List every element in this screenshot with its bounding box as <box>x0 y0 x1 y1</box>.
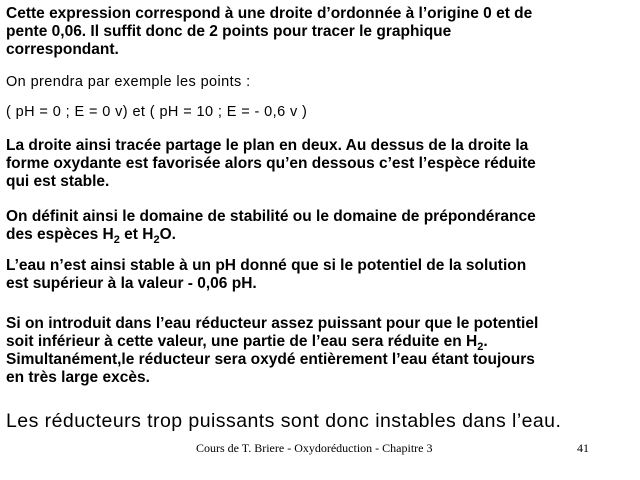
subscript: 2 <box>113 234 120 246</box>
subscript: 2 <box>153 234 160 246</box>
text-fragment: soit inférieur à cette valeur, une partie de l’eau sera réduite en H <box>6 333 478 350</box>
text-line: Si on introduit dans l’eau réducteur assez puissant pour que le potentiel <box>6 315 539 332</box>
text-line: qui est stable. <box>6 173 110 190</box>
conclusion: Les réducteurs trop puissants sont donc instables dans l’eau. <box>6 410 562 432</box>
page-number: 41 <box>577 441 589 455</box>
text-line <box>6 226 636 244</box>
text-line: en très large excès. <box>6 369 150 386</box>
paragraph-reductant <box>6 315 636 387</box>
text-fragment: . <box>483 333 488 350</box>
text-fragment: des espèces H <box>6 226 114 243</box>
text-line: est supérieur à la valeur - 0,06 pH. <box>6 275 257 292</box>
text-line: On définit ainsi le domaine de stabilité ou le domaine de prépondérance <box>6 208 536 225</box>
text-line: pente 0,06. Il suffit donc de 2 points pour tracer le graphique <box>6 23 452 40</box>
paragraph-stability-domain <box>6 208 636 244</box>
text-line: Cette expression correspond à une droite d’ordonnée à l’origine 0 et de <box>6 5 533 22</box>
text-line: forme oxydante est favorisée alors qu’en dessous c’est l’espèce réduite <box>6 155 536 172</box>
points-intro: On prendra par exemple les points : <box>6 74 251 90</box>
text-line: correspondant. <box>6 41 119 58</box>
text-fragment: O. <box>159 226 176 243</box>
points-values: ( pH = 0 ; E = 0 v) et ( pH = 10 ; E = - 0,6 v ) <box>6 104 308 120</box>
text-fragment: et H <box>119 226 154 243</box>
text-line: L’eau n’est ainsi stable à un pH donné que si le potentiel de la solution <box>6 257 527 274</box>
paragraph-equation-line <box>6 5 636 59</box>
footer-course-title: Cours de T. Briere - Oxydoréduction - Chapitre 3 <box>196 441 433 455</box>
text-line <box>6 333 636 351</box>
paragraph-plane-division <box>6 137 636 191</box>
text-line: La droite ainsi tracée partage le plan en deux. Au dessus de la droite la <box>6 137 529 154</box>
paragraph-water-stability <box>6 257 636 293</box>
subscript: 2 <box>477 341 484 353</box>
text-line: Simultanément,le réducteur sera oxydé entièrement l’eau étant toujours <box>6 351 535 368</box>
